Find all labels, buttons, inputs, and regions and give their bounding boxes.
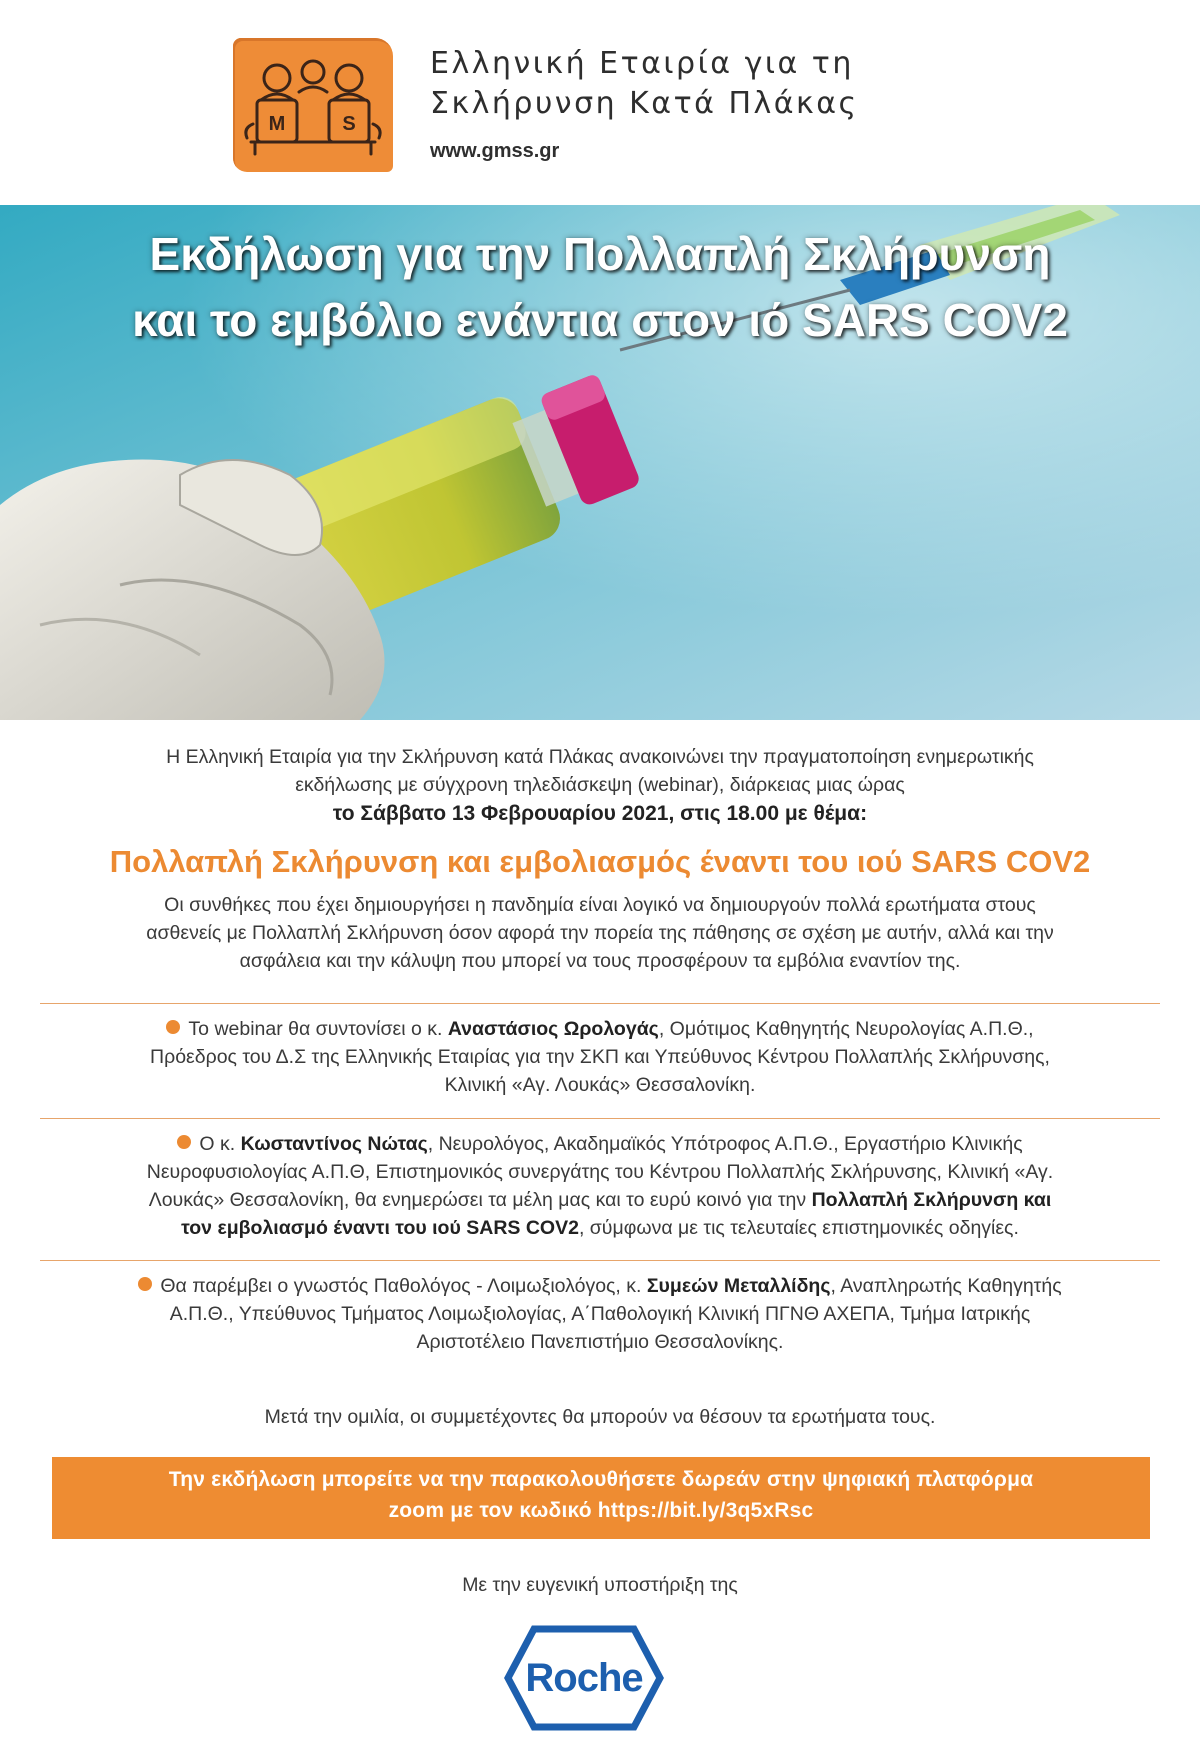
speaker-metallidis-intro: Θα παρέμβει ο γνωστός Παθολόγος - Λοιμωξιολόγος, κ.: [160, 1275, 647, 1297]
speaker-notas-line4: , σύμφωνα με τις τελευταίες επιστημονικές οδηγίες.: [578, 1217, 1019, 1239]
context-line2: ασθενείς με Πολλαπλή Σκλήρυνση όσον αφορά την πορεία της πάθησης σε σχέση με αυτήν, αλλά και την: [146, 922, 1054, 944]
speaker-notas-line3: Λουκάς» Θεσσαλονίκη, θα ενημερώσει τα μέλη μας και το ευρύ κοινό για την: [148, 1189, 812, 1211]
speaker-notas-topic-part1: Πολλαπλή Σκλήρυνση και: [811, 1189, 1052, 1211]
bullet-dot-icon: [138, 1277, 152, 1291]
logo-figures-icon: [233, 38, 393, 172]
zoom-info-line1: Την εκδήλωση μπορείτε να την παρακολουθήσετε δωρεάν στην ψηφιακή πλατφόρμα: [168, 1468, 1034, 1491]
speaker-notas: [40, 1130, 1160, 1242]
intro-line1: Η Ελληνική Εταιρία για την Σκλήρυνση κατά Πλάκας ανακοινώνει την πραγματοποίηση ενημερωτικής: [166, 746, 1034, 768]
intro-paragraph: [60, 743, 1140, 799]
zoom-info-banner: [52, 1457, 1150, 1539]
event-title: [0, 221, 1200, 353]
speaker-notas-intro: Ο κ.: [199, 1133, 241, 1155]
divider: [40, 1118, 1160, 1119]
speaker-metallidis-title: , Αναπληρωτής Καθηγητής: [830, 1275, 1062, 1297]
context-line3: ασφάλεια και την κάλυψη που μπορεί να τους προσφέρουν τα εμβόλια εναντίον της.: [239, 950, 961, 972]
speaker-metallidis-name: Συμεών Μεταλλίδης: [646, 1275, 831, 1297]
bullet-dot-icon: [166, 1020, 180, 1034]
divider: [40, 1260, 1160, 1261]
intro-line2: εκδήλωσης με σύγχρονη τηλεδιάσκεψη (webinar), διάρκειας μιας ώρας: [295, 774, 905, 796]
logo-letter-m: M: [268, 113, 286, 135]
organization-name-line1: Ελληνική Εταιρία για τη: [430, 46, 854, 81]
speaker-moderator-line3: Κλινική «Αγ. Λουκάς» Θεσσαλονίκη.: [444, 1074, 756, 1096]
context-line1: Οι συνθήκες που έχει δημιουργήσει η πανδημία είναι λογικό να δημιουργούν πολλά ερωτήματα στους: [164, 894, 1036, 916]
logo-letter-s: S: [342, 113, 356, 135]
after-talk-note: Μετά την ομιλία, οι συμμετέχοντες θα μπορούν να θέσουν τα ερωτήματα τους.: [264, 1406, 936, 1428]
event-title-line1: Εκδήλωση για την Πολλαπλή Σκλήρυνση: [149, 228, 1051, 280]
event-date: το Σάββατο 13 Φεβρουαρίου 2021, στις 18.00 με θέμα:: [332, 802, 868, 825]
sponsor-note: Με την ευγενική υποστήριξη της: [462, 1574, 738, 1596]
speaker-moderator-intro: Το webinar θα συντονίσει ο κ.: [188, 1018, 448, 1040]
speaker-metallidis-line2: Α.Π.Θ., Υπεύθυνος Τμήματος Λοιμωξιολογίας, Α΄Παθολογική Κλινική ΠΓΝΘ ΑΧΕΠΑ, Τμήμα Ιατρικής: [169, 1303, 1031, 1325]
hero-banner: [0, 205, 1200, 720]
speaker-notas-topic-part2: τον εμβολιασμό έναντι του ιού SARS COV2: [181, 1217, 579, 1239]
speaker-metallidis-line3: Αριστοτέλειο Πανεπιστήμιο Θεσσαλονίκης.: [416, 1331, 784, 1353]
website-link[interactable]: www.gmss.gr: [430, 140, 560, 162]
divider: [40, 1003, 1160, 1004]
bullet-dot-icon: [177, 1135, 191, 1149]
speaker-moderator-line2: Πρόεδρος του Δ.Σ της Ελληνικής Εταιρίας για την ΣΚΠ και Υπεύθυνος Κέντρου Πολλαπλής Σκλήρυνσης,: [150, 1046, 1050, 1068]
speaker-notas-line2: Νευροφυσιολογίας Α.Π.Θ, Επιστημονικός συνεργάτης του Κέντρου Πολλαπλής Σκλήρυνσης, Κλινική «Αγ.: [146, 1161, 1054, 1183]
event-title-line2: και το εμβόλιο ενάντια στον ιό SARS COV2: [132, 294, 1068, 346]
gmss-logo: [233, 38, 393, 172]
header: [0, 0, 1200, 205]
zoom-link[interactable]: zoom με τον κωδικό https://bit.ly/3q5xRsc: [388, 1499, 814, 1522]
speaker-moderator-name: Αναστάσιος Ωρολογάς: [447, 1018, 659, 1040]
speaker-notas-name: Κωσταντίνος Νώτας: [240, 1133, 428, 1155]
event-topic: Πολλαπλή Σκλήρυνση και εμβολιασμός έναντι του ιού SARS COV2: [109, 844, 1091, 879]
roche-wordmark: Roche: [525, 1655, 643, 1700]
roche-logo: [504, 1623, 664, 1733]
organization-name: [430, 44, 990, 124]
organization-name-line2: Σκλήρυνση Κατά Πλάκας: [430, 86, 859, 121]
speaker-metallidis: [40, 1272, 1160, 1356]
speaker-moderator: [40, 1015, 1160, 1099]
speaker-notas-title: , Νευρολόγος, Ακαδημαϊκός Υπότροφος Α.Π.Θ., Εργαστήριο Κλινικής: [427, 1133, 1023, 1155]
context-paragraph: [50, 891, 1150, 975]
speaker-moderator-title: , Ομότιμος Καθηγητής Νευρολογίας Α.Π.Θ.,: [658, 1018, 1034, 1040]
